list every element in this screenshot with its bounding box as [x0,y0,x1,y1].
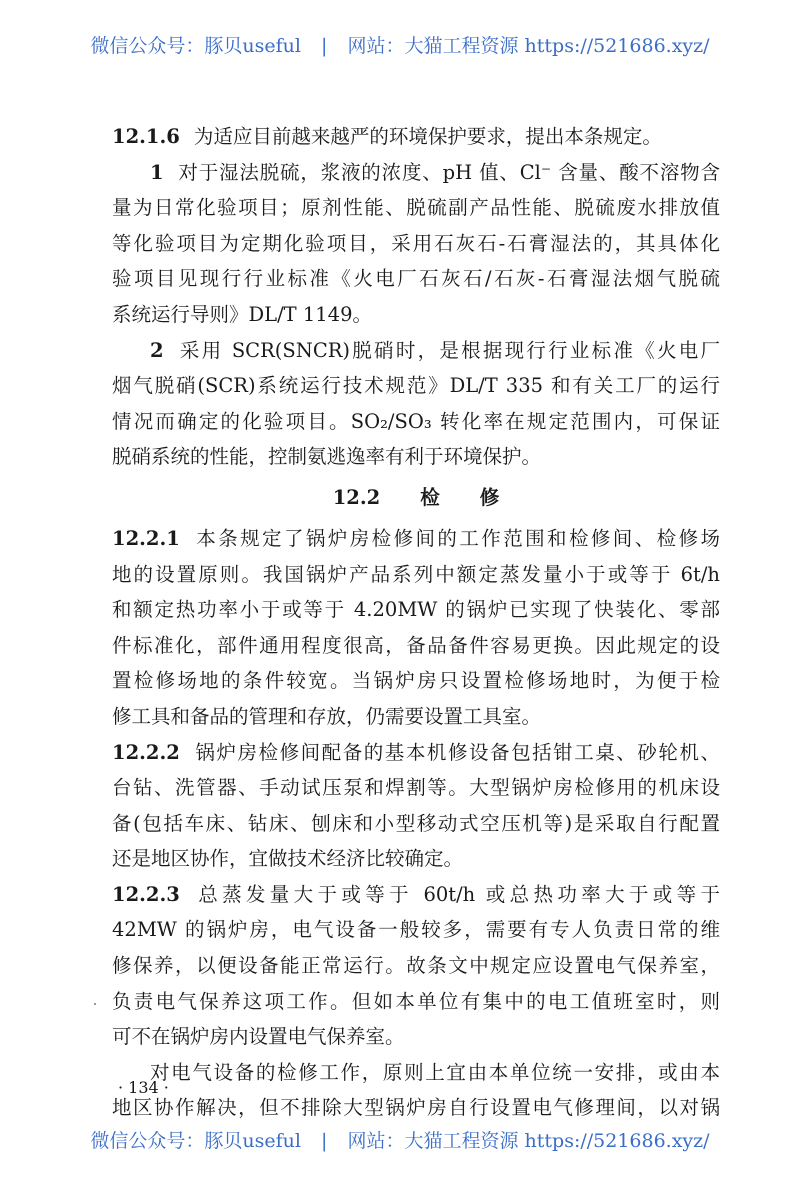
heading-word: 修 [479,485,500,509]
text-line [112,984,720,1020]
line-text: 修工具和备品的管理和存放，仍需要设置工具室。 [112,704,542,728]
text-line [112,699,720,735]
line-text: 台钻、洗管器、手动试压泵和焊割等。大型锅炉房检修用的机床设 [112,776,720,800]
text-line [112,841,720,877]
line-text: 系统运行导则》DL/T 1149。 [112,302,372,326]
text-line [112,297,720,333]
text-line [112,404,720,440]
line-text: 还是地区协作，宜做技术经济比较确定。 [112,847,464,871]
line-text: 件标准化，部件通用程度很高，备品备件容易更换。因此规定的设 [112,633,720,657]
line-text: 总蒸发量大于或等于 60t/h 或总热功率大于或等于 [193,882,720,906]
line-text: 对电气设备的检修工作，原则上宜由本单位统一安排，或由本 [150,1060,720,1084]
watermark-wechat: 微信公众号：豚贝useful [90,35,301,57]
line-text: 修保养，以便设备能正常运行。故条文中规定应设置电气保养室， [112,954,720,978]
watermark-website: 网站：大猫工程资源 https://521686.xyz/ [347,35,710,57]
section-heading [112,475,720,521]
text-line [112,226,720,262]
line-text: 验项目见现行行业标准《火电厂石灰石/石灰-石膏湿法烟气脱硫 [112,267,720,291]
line-text: 负责电气保养这项工作。但如本单位有集中的电工值班室时，则 [112,989,720,1013]
text-line [112,521,720,557]
line-text: 等化验项目为定期化验项目，采用石灰石-石膏湿法的，其具体化 [112,231,720,255]
heading-number: 12.2 [332,485,381,509]
watermark-wechat: 微信公众号：豚贝useful [90,1130,301,1152]
text-line [112,735,720,771]
text-line [112,1019,720,1055]
text-line [112,770,720,806]
clause-number: 12.2.3 [112,882,180,906]
watermark-bottom [0,1126,800,1153]
text-line [112,948,720,984]
text-line [112,119,720,155]
line-text: 脱硝系统的性能，控制氨逃逸率有利于环境保护。 [112,445,542,469]
watermark-separator: | [321,35,328,57]
text-line [112,1055,720,1091]
line-text: 置检修场地的条件较宽。当锅炉房只设置检修场地时，为便于检 [112,669,720,693]
page-number: · 134 · [118,1078,169,1097]
line-text: 可不在锅炉房内设置电气保养室。 [112,1025,405,1049]
text-line [112,663,720,699]
watermark-separator: | [321,1130,328,1152]
line-text: 地区协作解决，但不排除大型锅炉房自行设置电气修理间，以对锅 [112,1096,720,1120]
clause-number: 12.2.2 [112,740,180,764]
text-line [112,806,720,842]
watermark-top [0,31,800,58]
line-text: 42MW 的锅炉房，电气设备一般较多，需要有专人负责日常的维 [112,918,720,942]
line-text: 量为日常化验项目；原剂性能、脱硫副产品性能、脱硫废水排放值 [112,196,720,220]
clause-number: 12.2.1 [112,526,180,550]
line-text: 和额定热功率小于或等于 4.20MW 的锅炉已实现了快装化、零部 [112,598,720,622]
clause-number: 2 [150,338,164,362]
line-text: 为适应目前越来越严的环境保护要求，提出本条规定。 [193,125,662,148]
line-text: 采用 SCR(SNCR)脱硝时，是根据现行行业标准《火电厂 [177,338,720,362]
text-line [112,912,720,948]
text-line [112,1090,720,1126]
line-text: 备(包括车床、钻床、刨床和小型移动式空压机等)是采取自行配置 [112,811,720,835]
text-line [112,333,720,369]
clause-number: 12.1.6 [112,125,180,148]
text-line [112,368,720,404]
text-line [112,877,720,913]
line-text: 本条规定了锅炉房检修间的工作范围和检修间、检修场 [193,526,720,550]
text-line [112,155,720,191]
text-line [112,592,720,628]
clause-number: 1 [150,160,164,184]
line-text: 烟气脱硝(SCR)系统运行技术规范》DL/T 335 和有关工厂的运行 [112,374,720,398]
scan-speck [94,1003,96,1005]
line-text: 情况而确定的化验项目。SO₂/SO₃ 转化率在规定范围内，可保证 [112,409,720,433]
line-text: 地的设置原则。我国锅炉产品系列中额定蒸发量小于或等于 6t/h [112,562,720,586]
line-text: 锅炉房检修间配备的基本机修设备包括钳工桌、砂轮机、 [193,740,720,764]
text-line [112,628,720,664]
text-line [112,557,720,593]
text-line [112,190,720,226]
heading-word: 检 [420,485,440,509]
text-line [112,439,720,475]
text-line [112,261,720,297]
document-body [112,119,720,1126]
watermark-website: 网站：大猫工程资源 https://521686.xyz/ [347,1130,710,1152]
line-text: 对于湿法脱硫，浆液的浓度、pH 值、Cl⁻ 含量、酸不溶物含 [177,160,720,184]
